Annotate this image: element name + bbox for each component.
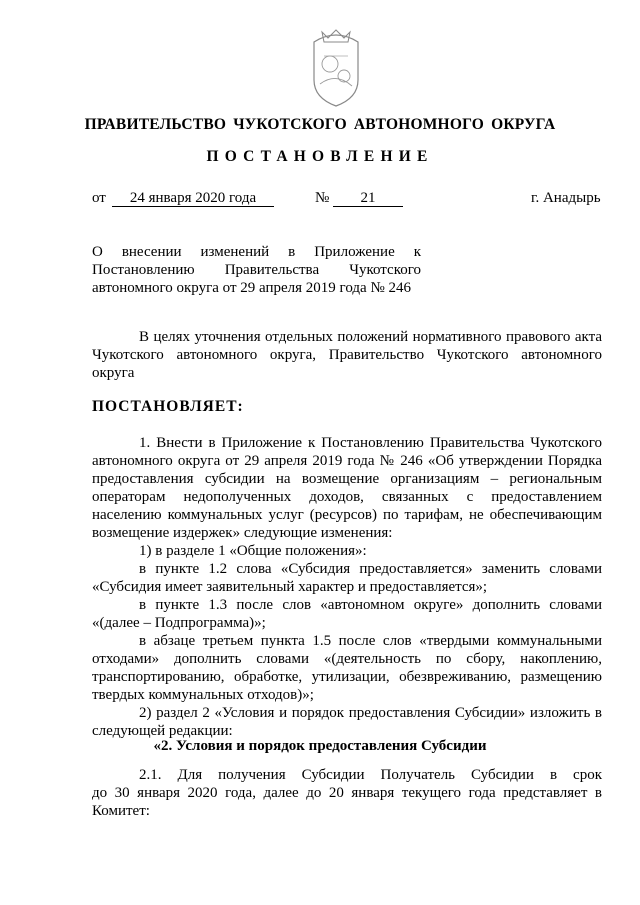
text-line: «Субсидия имеет заявительный характер и предоставляется»; (92, 579, 488, 595)
text-line: округа (92, 365, 135, 381)
coat-of-arms-emblem (300, 28, 372, 110)
subject-block (92, 243, 421, 297)
text-line: автономного округа от 29 апреля 2019 года № 246 «Об утверждении Порядка (92, 453, 602, 469)
text-line: 2) раздел 2 «Условия и порядок предоставления Субсидии» изложить в (139, 705, 602, 721)
text-line: в пункте 1.2 слова «Субсидия предоставляется» заменить словами (139, 561, 602, 577)
text-line: населению коммунальных услуг (ресурсов) по тарифам, не обеспечивающим (92, 507, 602, 523)
government-name: ПРАВИТЕЛЬСТВО ЧУКОТСКОГО АВТОНОМНОГО ОКРУГА (84, 116, 556, 133)
number-value: 21 (333, 190, 403, 207)
text-line: отходами» дополнить словами «(деятельность по сбору, накоплению, (92, 651, 602, 667)
text-line: транспортированию, обработке, утилизации, обезвреживанию, размещению (92, 669, 602, 685)
text-line: 1. Внести в Приложение к Постановлению Правительства Чукотского (139, 435, 602, 451)
subject-line: Постановлению Правительства Чукотского (92, 262, 421, 278)
subject-line: О внесении изменений в Приложение к (92, 244, 421, 260)
subject-line: автономного округа от 29 апреля 2019 года № 246 (92, 280, 411, 296)
section-heading: «2. Условия и порядок предоставления Субсидии (153, 738, 487, 754)
text-line: операторам недополученных доходов, связанных с предоставлением (92, 489, 602, 505)
preamble (92, 328, 602, 382)
text-line: возмещение издержек» следующие изменения: (92, 525, 393, 541)
resolves-heading: ПОСТАНОВЛЯЕТ: (92, 398, 244, 415)
date-field (112, 190, 274, 207)
text-line: Комитет: (92, 803, 150, 819)
text-line: Чукотского автономного округа, Правительство Чукотского автономного (92, 347, 602, 363)
date-label: от (92, 190, 106, 206)
date-value: 24 января 2020 года (112, 190, 274, 207)
text-line: в пункте 1.3 после слов «автономном округе» дополнить словами (139, 597, 602, 613)
city: г. Анадырь (531, 190, 601, 206)
text-line: В целях уточнения отдельных положений нормативного правового акта (139, 329, 602, 345)
main-text (92, 434, 602, 740)
section-text (92, 766, 602, 820)
text-line: в абзаце третьем пункта 1.5 после слов «твердыми коммунальными (139, 633, 602, 649)
text-line: твердых коммунальных отходов)»; (92, 687, 314, 703)
number-label: № (315, 190, 330, 206)
text-line: 2.1. Для получения Субсидии Получатель Субсидии в срок (139, 767, 602, 783)
number-field (333, 190, 403, 207)
text-line: до 30 января 2020 года, далее до 20 января текущего года представляет в (92, 785, 602, 801)
text-line: предоставления субсидии на возмещение организациям – региональным (92, 471, 602, 487)
text-line: следующей редакции: (92, 723, 233, 739)
document-type: ПОСТАНОВЛЕНИЕ (206, 148, 434, 165)
text-line: 1) в разделе 1 «Общие положения»: (139, 543, 367, 559)
text-line: «(далее – Подпрограмма)»; (92, 615, 266, 631)
